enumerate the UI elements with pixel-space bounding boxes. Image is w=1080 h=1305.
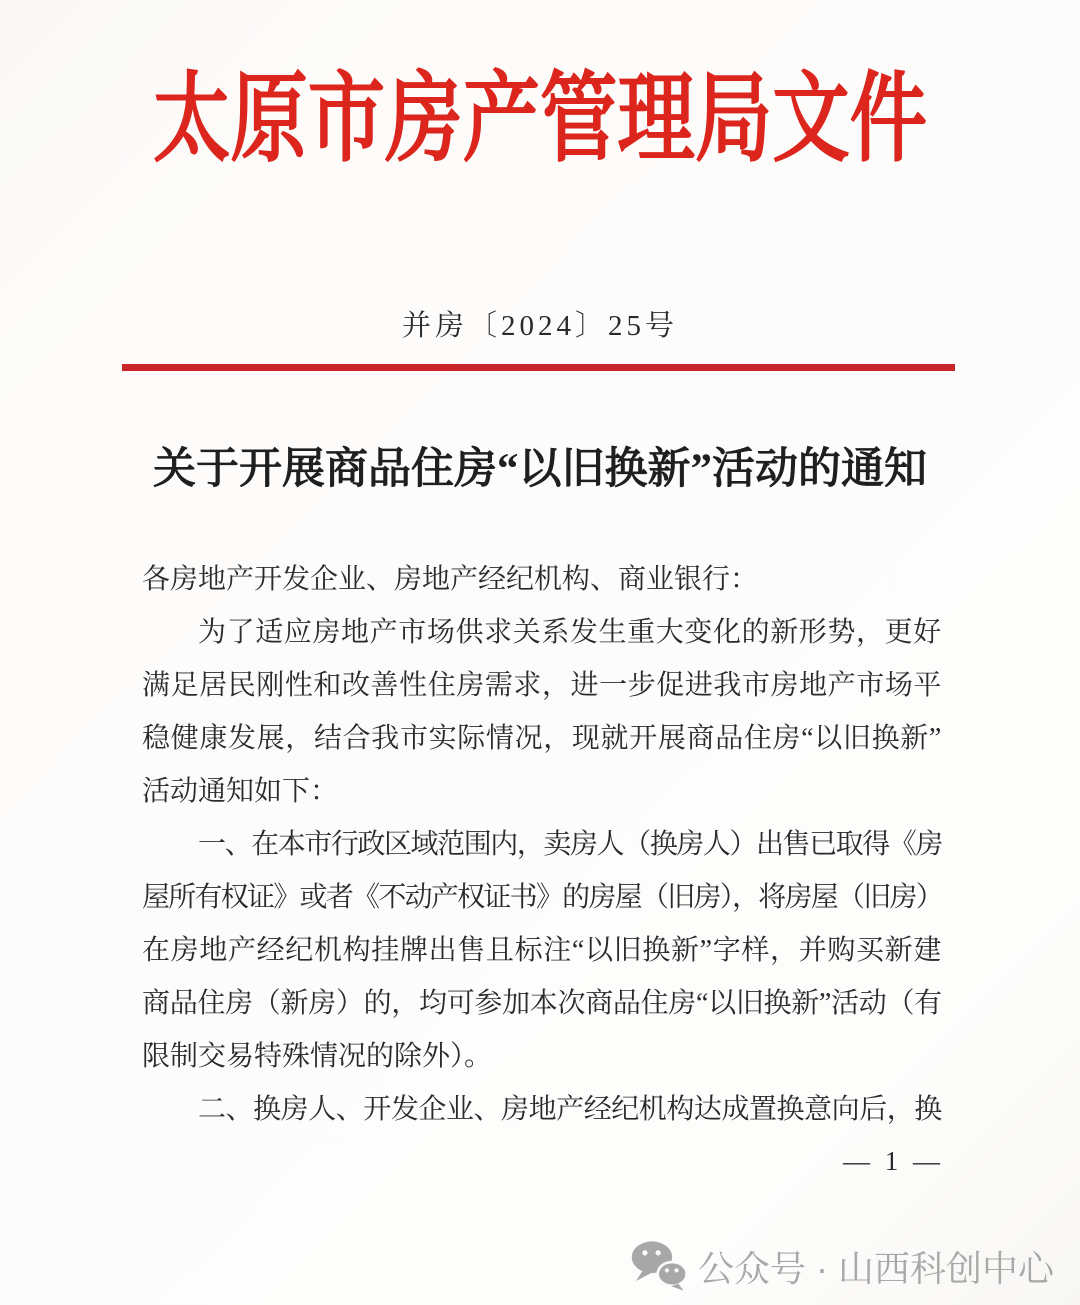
body-line: 一、在本市行政区域范围内，卖房人（换房人）出售已取得《房 (198, 829, 942, 860)
agency-title-text: 太原市房产管理局文件 (152, 66, 928, 174)
document-body (142, 553, 942, 1136)
body-line: 在房地产经纪机构挂牌出售且标注“以旧换新”字样，并购买新建 (142, 935, 942, 966)
red-separator-line (122, 364, 955, 371)
watermark-label: 公众号 · 山西科创中心 (698, 1247, 1054, 1289)
doc-number: 并房〔2024〕25号 (401, 310, 678, 342)
body-line: 满足居民刚性和改善性住房需求，进一步促进我市房地产市场平 (142, 670, 942, 701)
page-number: — 1 — (843, 1146, 944, 1176)
body-line: 屋所有权证》或者《不动产权证书》的房屋（旧房），将房屋（旧房） (142, 882, 943, 913)
document-title: 关于开展商品住房“以旧换新”活动的通知 (153, 446, 927, 493)
body-line: 活动通知如下： (142, 776, 339, 807)
wechat-icon (630, 1240, 688, 1292)
body-line: 商品住房（新房）的，均可参加本次商品住房“以旧换新”活动（有 (142, 988, 942, 1019)
body-line: 各房地产开发企业、房地产经纪机构、商业银行： (142, 564, 759, 595)
body-line: 限制交易特殊情况的除外）。 (142, 1041, 493, 1072)
agency-title (0, 60, 1080, 180)
wechat-watermark (630, 1240, 1054, 1292)
body-line: 稳健康发展，结合我市实际情况，现就开展商品住房“以旧换新” (142, 723, 942, 754)
body-line: 二、换房人、开发企业、房地产经纪机构达成置换意向后，换 (198, 1094, 942, 1125)
body-line: 为了适应房地产市场供求关系发生重大变化的新形势，更好 (198, 617, 942, 648)
